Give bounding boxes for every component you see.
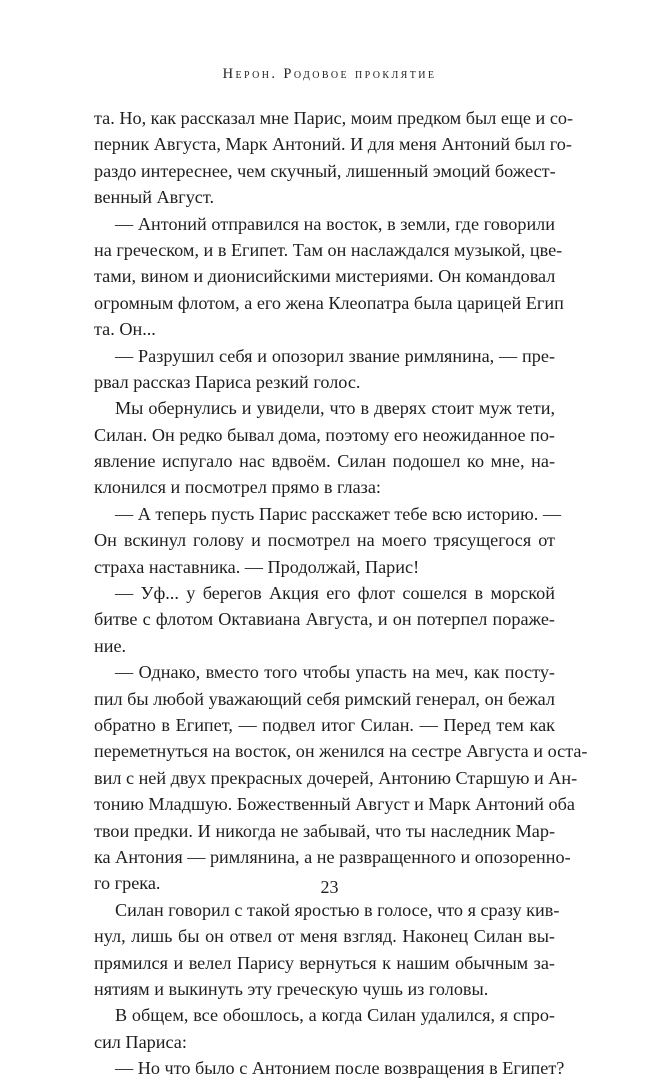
paragraph bbox=[94, 395, 555, 501]
body-text bbox=[94, 105, 588, 1081]
text-line: нятиям и выкинуть эту греческую чушь из головы. bbox=[94, 978, 489, 999]
text-line: страха наставника. — Продолжай, Парис! bbox=[94, 556, 420, 577]
text-line: сил Париса: bbox=[94, 1031, 187, 1052]
paragraph bbox=[94, 211, 564, 343]
text-line: ние. bbox=[94, 635, 127, 656]
text-line: Мы обернулись и увидели, что в дверях стоит муж тети, bbox=[115, 398, 555, 419]
text-line: — Разрушил себя и опозорил звание римлянина, — пре- bbox=[115, 345, 555, 366]
text-line: вил с ней двух прекрасных дочерей, Антонию Старшую и Ан- bbox=[94, 767, 578, 788]
text-line: ка Антония — римлянина, а не развращенного и опозоренно- bbox=[94, 846, 571, 867]
text-line: нул, лишь бы он отвел от меня взгляд. Наконец Силан вы- bbox=[94, 926, 555, 947]
text-line: битве с флотом Октавиана Августа, и он потерпел пораже- bbox=[94, 609, 555, 630]
text-line: Силан говорил с такой яростью в голосе, что я сразу кив- bbox=[115, 899, 560, 920]
text-line: перник Августа, Марк Антоний. И для меня Антоний был го- bbox=[94, 134, 572, 155]
text-line: твои предки. И никогда не забывай, что ты наследник Мар- bbox=[94, 820, 555, 841]
paragraph bbox=[94, 580, 555, 659]
text-line: — А теперь пусть Парис расскажет тебе всю историю. — bbox=[115, 503, 562, 524]
running-header: Нерон. Родовое проклятие bbox=[222, 66, 437, 82]
text-line: венный Август. bbox=[94, 187, 214, 208]
text-line: — Однако, вместо того чтобы упасть на меч, как посту- bbox=[115, 662, 555, 683]
text-line: рвал рассказ Париса резкий голос. bbox=[94, 371, 361, 392]
text-line: обратно в Египет, — подвел итог Силан. — Перед тем как bbox=[94, 714, 555, 735]
text-line: та. Он... bbox=[94, 319, 156, 340]
paragraph bbox=[94, 343, 555, 396]
text-line: прямился и велел Парису вернуться к нашим обычным за- bbox=[94, 952, 555, 973]
text-line: клонился и посмотрел прямо в глаза: bbox=[94, 477, 381, 498]
text-line: — Антоний отправился на восток, в земли, где говорили bbox=[115, 213, 555, 234]
text-line: го грека. bbox=[94, 873, 161, 894]
text-line: огромным флотом, а его жена Клеопатра была царицей Егип bbox=[94, 292, 564, 313]
text-line: пил бы любой уважающий себя римский генерал, он бежал bbox=[94, 688, 555, 709]
text-line: тонию Младшую. Божественный Август и Марк Антоний оба bbox=[94, 794, 575, 815]
paragraph bbox=[94, 1002, 555, 1055]
text-line: — Но что было с Антонием после возвращения в Египет? bbox=[115, 1058, 565, 1079]
text-line: В общем, все обошлось, а когда Силан удалился, я спро- bbox=[115, 1005, 555, 1026]
text-line: явление испугало нас вдвоём. Силан подошел ко мне, на- bbox=[94, 451, 555, 472]
text-line: Он вскинул голову и посмотрел на моего трясущегося от bbox=[94, 530, 555, 551]
paragraph bbox=[94, 1055, 565, 1081]
text-line: раздо интереснее, чем скучный, лишенный эмоций божест- bbox=[94, 160, 556, 181]
text-line: переметнуться на восток, он женился на сестре Августа и оста- bbox=[94, 741, 588, 762]
text-line: тами, вином и дионисийскими мистериями. Он командовал bbox=[94, 266, 556, 287]
text-line: Силан. Он редко бывал дома, поэтому его неожиданное по- bbox=[94, 424, 555, 445]
paragraph bbox=[94, 897, 560, 1003]
paragraph bbox=[94, 105, 574, 211]
paragraph bbox=[94, 501, 562, 580]
text-line: — Уф... у берегов Акция его флот сошелся в морской bbox=[115, 583, 555, 604]
paragraph bbox=[94, 659, 588, 897]
text-line: на греческом, и в Египет. Там он наслаждался музыкой, цве- bbox=[94, 239, 563, 260]
text-line: та. Но, как рассказал мне Парис, моим предком был еще и со- bbox=[94, 108, 574, 128]
page-number: 23 bbox=[320, 877, 339, 897]
